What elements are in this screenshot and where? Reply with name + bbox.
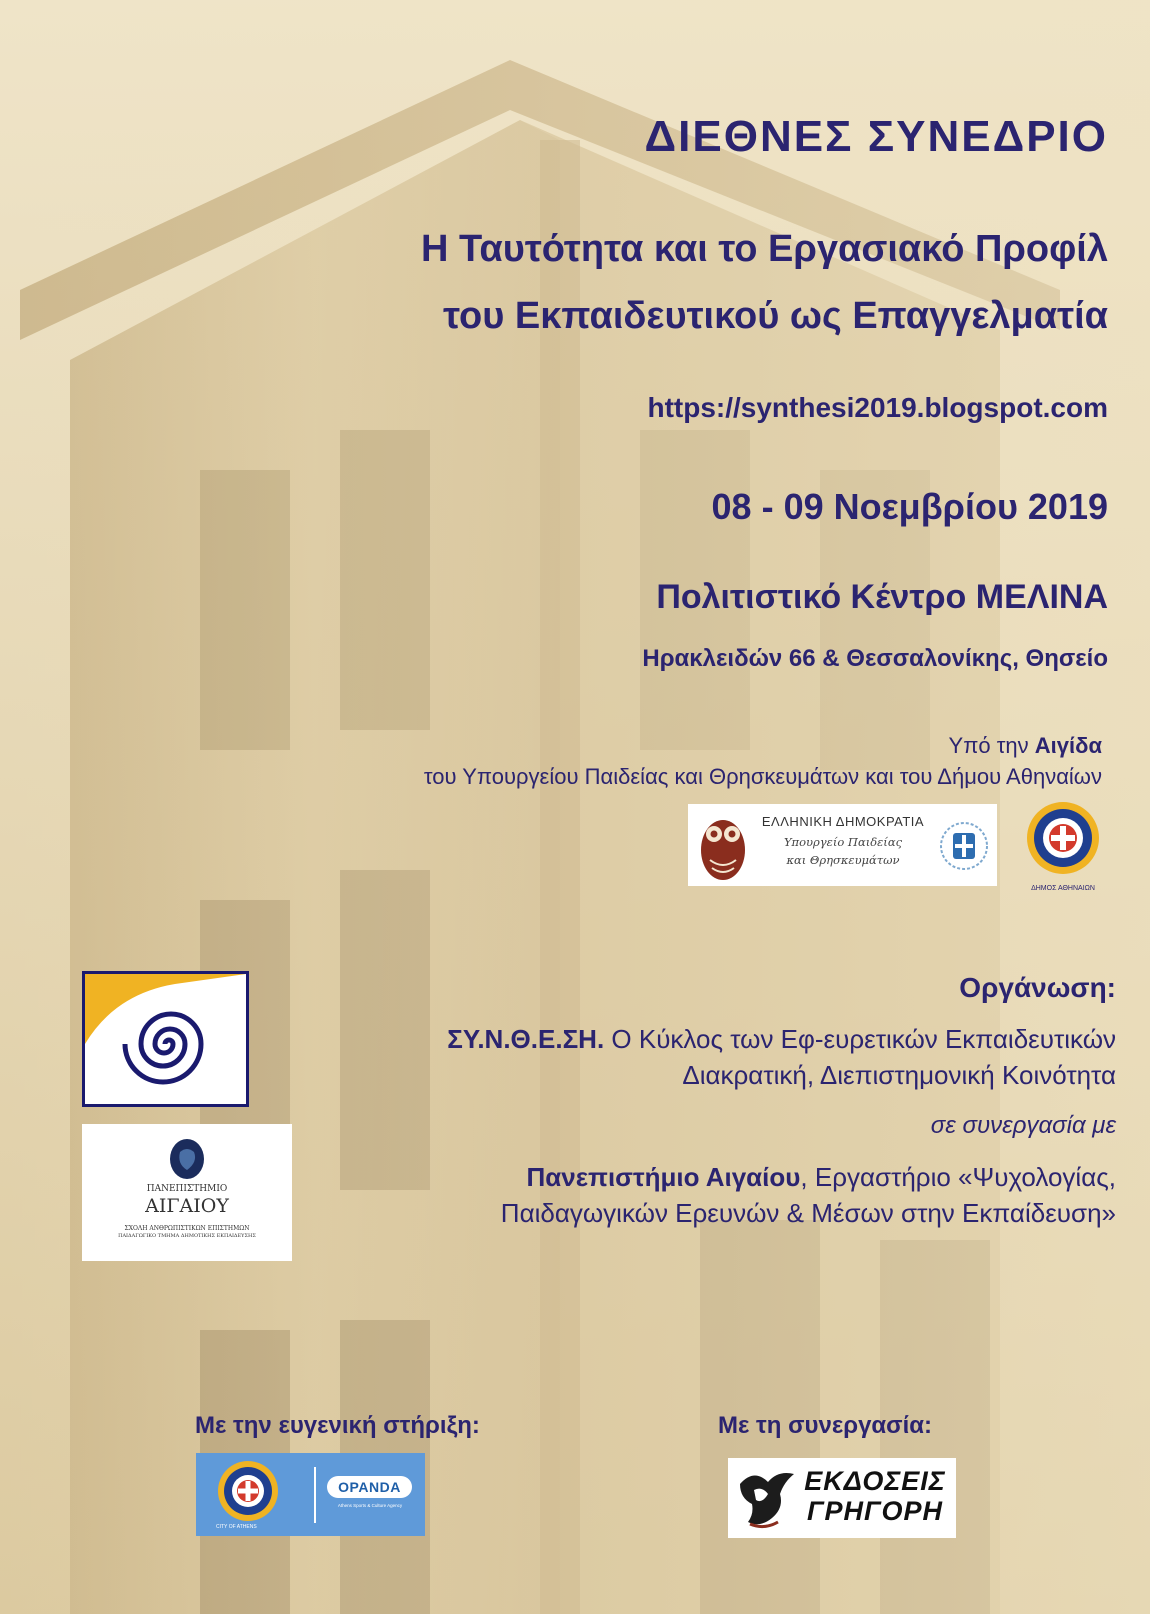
conference-venue: Πολιτιστικό Κέντρο ΜΕΛΙΝΑ bbox=[656, 578, 1108, 616]
aegean-line2: ΑΙΓΑΙΟΥ bbox=[145, 1195, 229, 1217]
organization-line2: Διακρατική, Διεπιστημονική Κοινότητα bbox=[682, 1060, 1116, 1090]
conference-title: ΔΙΕΘΝΕΣ ΣΥΝΕΔΡΙΟ bbox=[644, 112, 1108, 161]
conference-subtitle-line1: Η Ταυτότητα και το Εργασιακό Προφίλ bbox=[420, 228, 1108, 270]
opanda-subtitle: Athens Sports & Culture Agency bbox=[337, 1503, 403, 1508]
university-lab: , Εργαστήριο «Ψυχολογίας, bbox=[800, 1162, 1116, 1192]
owl-icon bbox=[688, 804, 758, 886]
aegean-emblem-icon bbox=[168, 1138, 206, 1180]
support-label: Με την ευγενική στήριξη: bbox=[195, 1412, 480, 1439]
university-line1 bbox=[526, 1162, 1116, 1193]
conference-dates: 08 - 09 Νοεμβρίου 2019 bbox=[711, 486, 1108, 527]
greek-emblem-icon bbox=[938, 820, 990, 872]
grigori-publications-logo bbox=[728, 1458, 956, 1538]
partner-label: Με τη συνεργασία: bbox=[718, 1412, 932, 1439]
city-caption: CITY OF ATHENS bbox=[216, 1524, 257, 1530]
ministry-line1: ΕΛΛΗΝΙΚΗ ΔΗΜΟΚΡΑΤΙΑ bbox=[761, 814, 925, 829]
organization-line1 bbox=[447, 1024, 1116, 1055]
grigori-text bbox=[800, 1466, 950, 1526]
athens-municipality-logo bbox=[1020, 800, 1106, 892]
collaboration-text: σε συνεργασία με bbox=[930, 1112, 1116, 1139]
spiral-icon bbox=[85, 974, 246, 1104]
aegean-line4: ΠΑΙΔΑΓΩΓΙΚΟ ΤΜΗΜΑ ΔΗΜΟΤΙΚΗΣ ΕΚΠΑΙΔΕΥΣΗΣ bbox=[118, 1233, 256, 1239]
divider bbox=[314, 1467, 316, 1523]
conference-subtitle-line2: του Εκπαιδευτικού ως Επαγγελματία bbox=[443, 295, 1108, 337]
ministry-text bbox=[758, 814, 928, 867]
aegean-line3: ΣΧΟΛΗ ΑΝΘΡΩΠΙΣΤΙΚΩΝ ΕΠΙΣΤΗΜΩΝ bbox=[124, 1225, 250, 1232]
university-line2: Παιδαγωγικών Ερευνών & Μέσων στην Εκπαίδευση» bbox=[500, 1198, 1116, 1228]
ministry-logo bbox=[688, 804, 997, 886]
aegis-line1 bbox=[949, 733, 1102, 759]
athens-seal-icon bbox=[1020, 800, 1106, 878]
opanda-badge: OPANDA bbox=[327, 1476, 412, 1498]
organization-name: Ο Κύκλος των Εφ-ευρετικών Εκπαιδευτικών bbox=[604, 1024, 1116, 1054]
conference-url-link[interactable]: https://synthesi2019.blogspot.com bbox=[647, 392, 1108, 423]
grigori-line2: ΓΡΗΓΟΡΗ bbox=[807, 1496, 943, 1526]
athens-caption: ΔΗΜΟΣ ΑΘΗΝΑΙΩΝ bbox=[1031, 885, 1095, 892]
ministry-line3: και Θρησκευμάτων bbox=[786, 853, 900, 867]
venue-address: Ηρακλειδών 66 & Θεσσαλονίκης, Θησείο bbox=[642, 645, 1108, 672]
grigori-line1: ΕΚΔΟΣΕΙΣ bbox=[804, 1466, 946, 1496]
aegis-line2: του Υπουργείου Παιδείας και Θρησκευμάτων και του Δήμου Αθηναίων bbox=[423, 764, 1102, 789]
university-name: Πανεπιστήμιο Αιγαίου bbox=[526, 1162, 801, 1192]
organization-acronym: ΣΥ.Ν.Θ.Ε.ΣΗ. bbox=[447, 1024, 605, 1054]
aegean-text bbox=[82, 1184, 292, 1239]
support-logo bbox=[196, 1453, 425, 1536]
dove-icon bbox=[734, 1464, 800, 1532]
organization-label: Οργάνωση: bbox=[959, 972, 1116, 1003]
city-of-athens-seal-icon bbox=[208, 1459, 288, 1523]
aegis-bold: Αιγίδα bbox=[1034, 733, 1102, 758]
aegis-prefix: Υπό την bbox=[948, 733, 1035, 758]
ministry-line2: Υπουργείο Παιδείας bbox=[783, 835, 903, 849]
aegean-line1: ΠΑΝΕΠΙΣΤΗΜΙΟ bbox=[146, 1184, 228, 1194]
synthesi-logo bbox=[82, 971, 249, 1107]
aegean-university-logo bbox=[82, 1124, 292, 1261]
